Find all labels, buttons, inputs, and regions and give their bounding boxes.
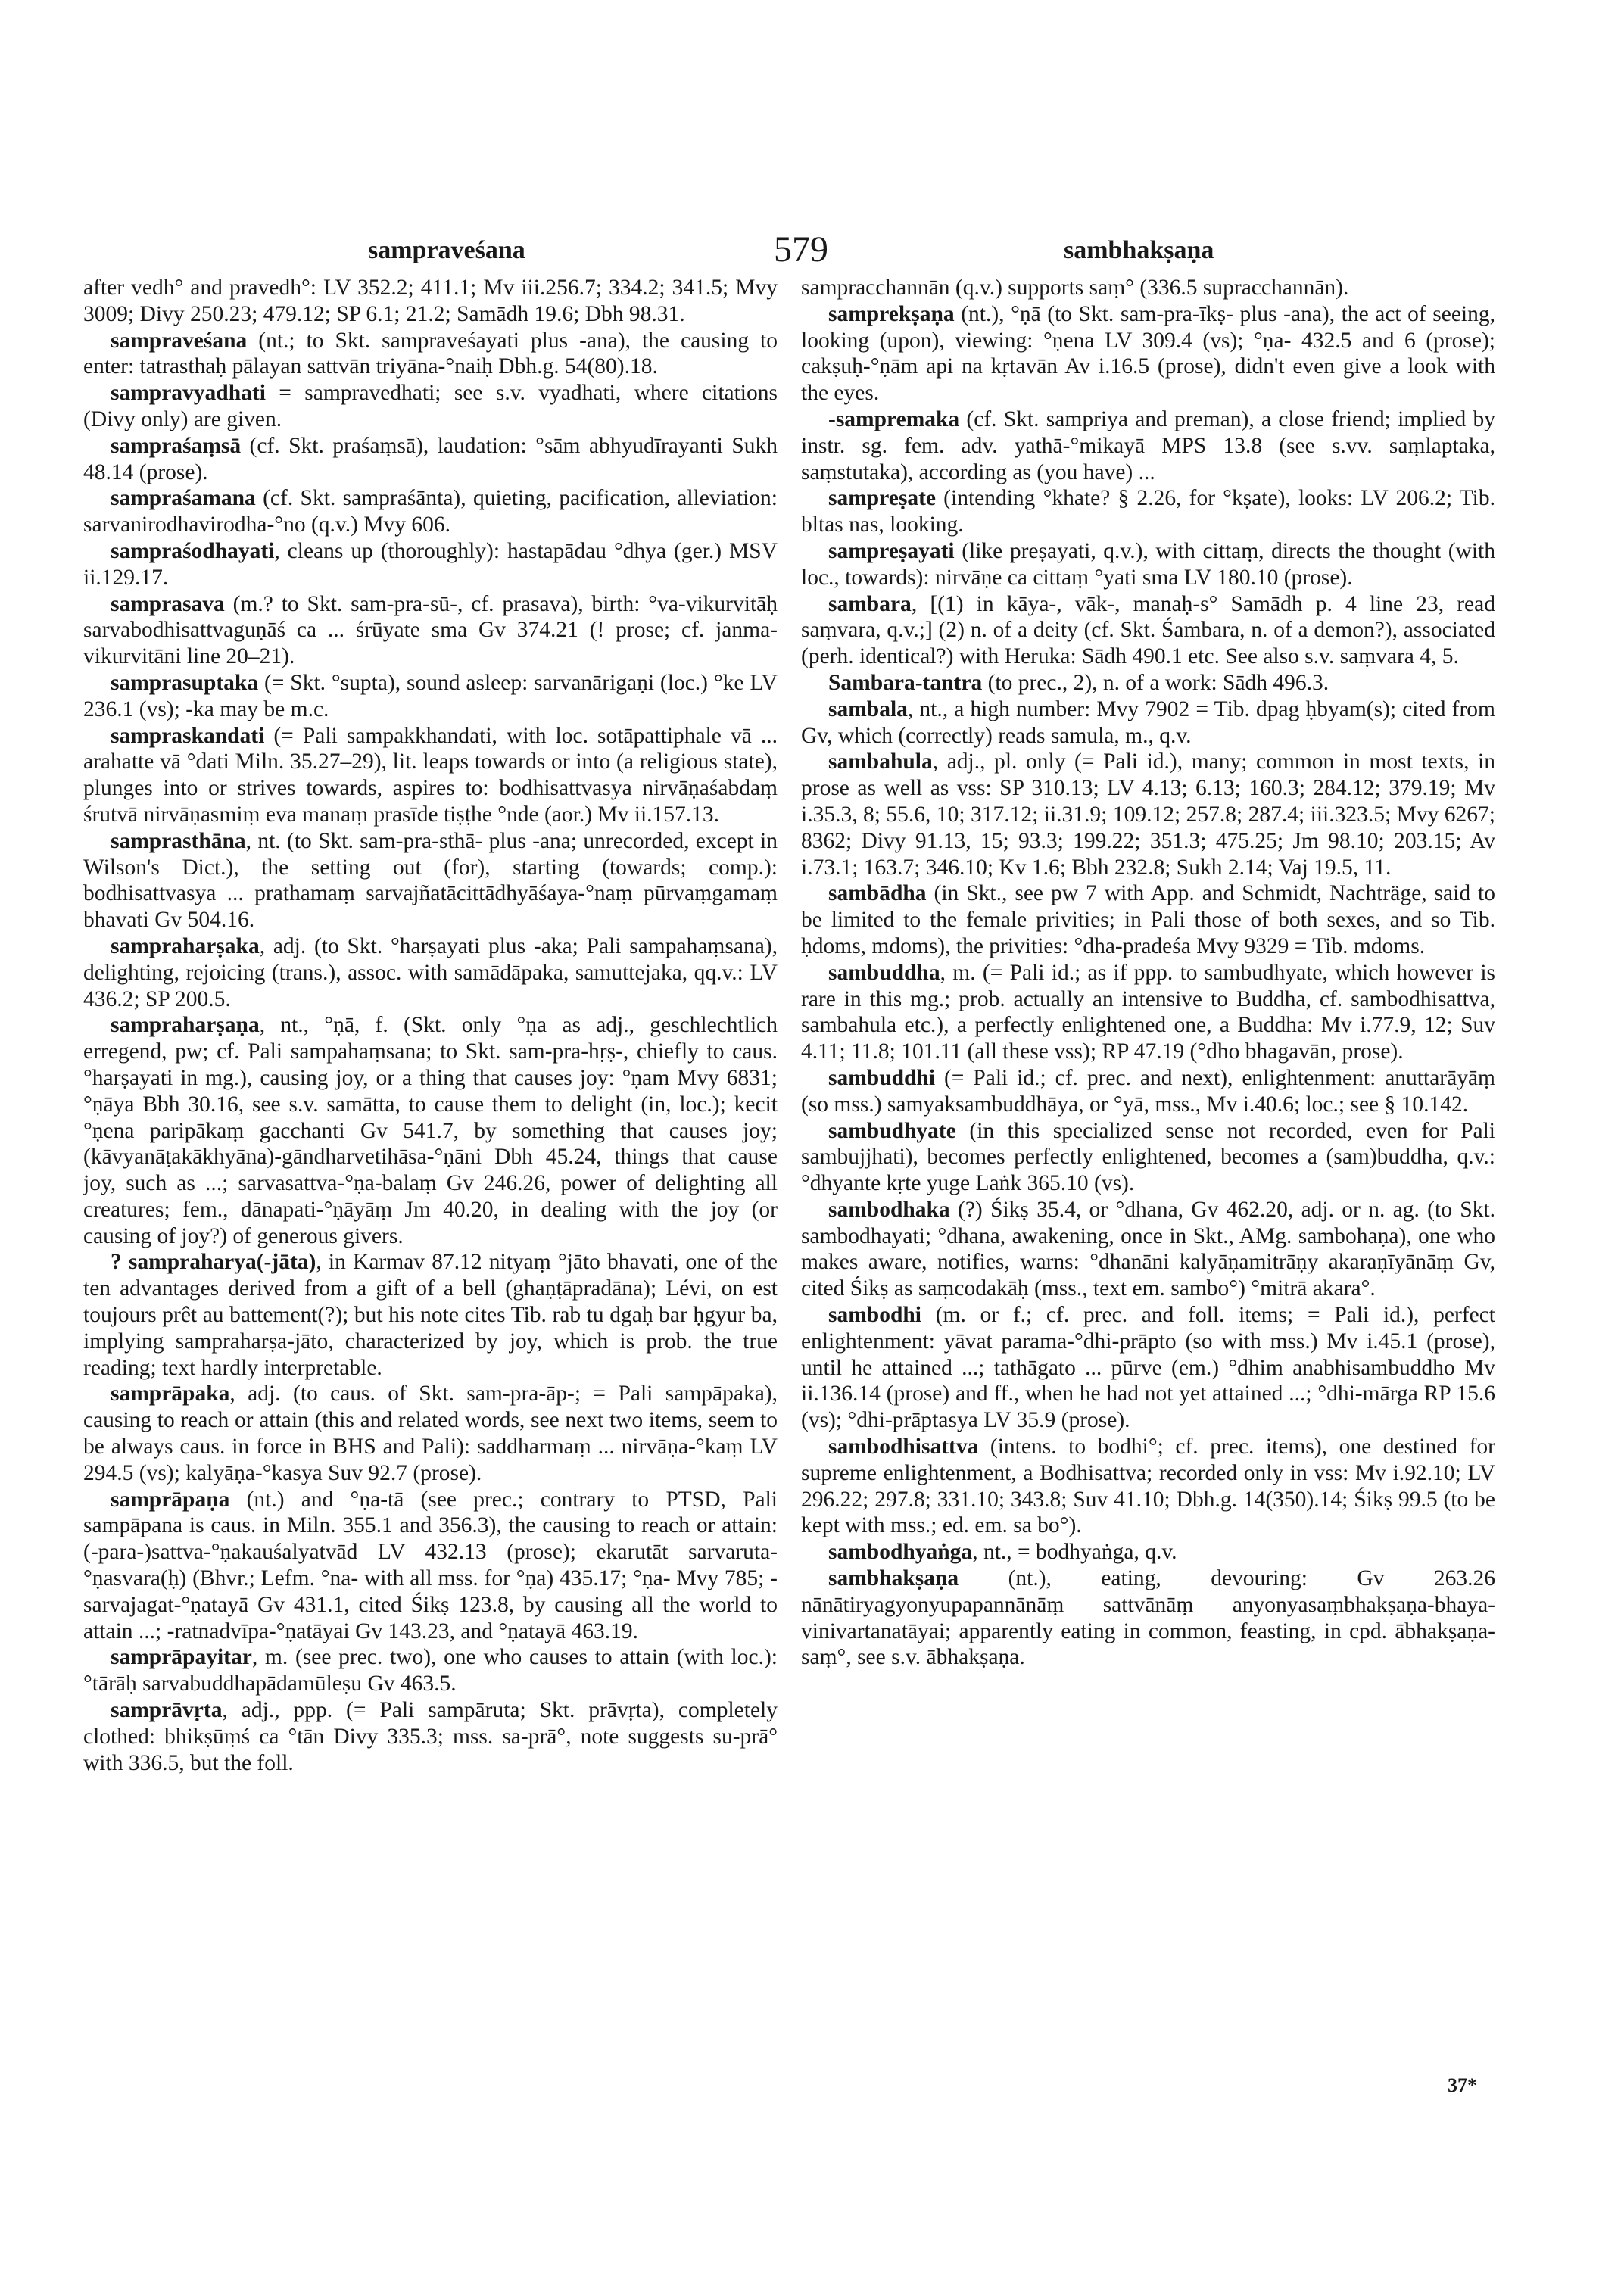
entry-text: , nt., °ṇā, f. (Skt. only °ṇa as adj., geschlechtlich erregend, pw; cf. Pali sampahaṃsana; to Skt. sam-pra-hṛṣ-, chiefly to caus. °harṣayati in mg.), causing joy, or a thing that causes joy: °ṇam Mvy 6831; °ṇāya Bbh 30.16, see s.v. samātta, to cause them to delight (in, loc.); kecit °ṇena paripākaṃ gacchanti Gv 541.7, by something that causes joy; (kāvyanāṭakākhyāna)-gāndharvetihāsa-°ṇāni Dbh 45.24, things that cause joy, such as ...; sarvasattva-°ṇa-balaṃ Gv 246.26, power of delighting all creatures; fem., dānapati-°ṇāyāṃ Jm 40.20, in dealing with the joy (or causing of joy?) of generous givers. bbox=[83, 1013, 778, 1248]
entry-text: , adj., ppp. (= Pali sampāruta; Skt. prāvṛta), completely clothed: bhikṣūṃś ca °tān Divy 335.3; mss. sa-prā°, note suggests su-prā° with 336.5, but the foll. bbox=[83, 1698, 778, 1775]
running-head-left: sampraveśana bbox=[368, 236, 525, 264]
signature-mark: 37* bbox=[1448, 2074, 1477, 2096]
entry-headword: sambala bbox=[828, 696, 908, 721]
entry-text: = sampravedhati; see s.v. vyadhati, where citations (Divy only) are given. bbox=[83, 381, 778, 431]
entry-text: , adj. (to caus. of Skt. sam-pra-āp-; = Pali sampāpaka), causing to reach or attain (this and related words, see next two items, seem to be always caus. in force in BHS and Pali): saddharmaṃ ... nirvāṇa-°kaṃ LV 294.5 (vs); kalyāṇa-°kasya Suv 92.7 (prose). bbox=[83, 1382, 778, 1485]
running-head-right: sambhakṣaṇa bbox=[1064, 236, 1214, 264]
entry-text: , m. (= Pali id.; as if ppp. to sambudhyate, which however is rare in this mg.; prob. actually an intensive to Buddha, cf. sambodhisattva, sambahula etc.), a perfectly enlightened one, a Buddha: Mv i.77.9, 12; Suv 4.11; 11.8; 101.11 (all these vss); RP 47.19 (°dho bhagavān, prose). bbox=[801, 960, 1495, 1064]
entry-headword: sambudhyate bbox=[828, 1118, 956, 1143]
dictionary-entry bbox=[801, 696, 1495, 749]
entry-text: , [(1) in kāya-, vāk-, manaḥ-s° Samādh p. 4 line 23, read saṃvara, q.v.;] (2) n. of a deity (cf. Skt. Śambara, n. of a demon?), associated (perh. identical?) with Heruka: Sādh 490.1 etc. See also s.v. saṃvara 4, 5. bbox=[801, 591, 1495, 669]
entry-headword: sampraskandati bbox=[111, 723, 265, 748]
entry-text: , cleans up (thoroughly): hastapādau °dhya (ger.) MSV ii.129.17. bbox=[83, 538, 778, 590]
dictionary-entry bbox=[83, 380, 778, 433]
dictionary-entry bbox=[83, 485, 778, 538]
dictionary-entry bbox=[83, 1644, 778, 1697]
entry-text: (= Pali sampakkhandati, with loc. sotāpattiphale vā ... arahatte vā °dati Miln. 35.27–29), lit. leaps towards or into (a religious state), plunges into or strives towards, aspires to: bodhisattvasya nirvāṇaśabdaṃ śrutvā nirvāṇasmiṃ eva manaṃ prasīde tiṣṭhe °nde (aor.) Mv ii.157.13. bbox=[83, 723, 778, 827]
dictionary-entry bbox=[83, 275, 778, 328]
entry-text: (like preṣayati, q.v.), with cittaṃ, directs the thought (with loc., towards): nirvāṇe ca cittaṃ °yati sma LV 180.10 (prose). bbox=[801, 538, 1495, 590]
dictionary-entry bbox=[83, 1012, 778, 1249]
entry-text: , in Karmav 87.12 nityaṃ °jāto bhavati, one of the ten advantages derived from a gift of a bell (ghaṇṭāpradāna); Lévi, on est toujours prêt au battement(?); but his note cites Tib. rab tu dgaḥ bar ḥgyur ba, implying sampraharṣa-jāto, characterized by joy, which is prob. the true reading; text hardly interpretable. bbox=[83, 1250, 778, 1380]
entry-text: (intending °khate? § 2.26, for °kṣate), looks: LV 206.2; Tib. bltas nas, looking. bbox=[801, 486, 1495, 537]
left-column bbox=[83, 275, 778, 1776]
entry-text: (in this specialized sense not recorded, even for Pali sambujjhati), becomes perfectly enlightened, becomes a (sam)buddha, q.v.: °dhyante kṛte yuge Laṅk 365.10 (vs). bbox=[801, 1118, 1495, 1196]
dictionary-entry bbox=[83, 1249, 778, 1381]
entry-headword: sampravyadhati bbox=[111, 381, 266, 406]
dictionary-entry bbox=[801, 670, 1495, 696]
dictionary-entry bbox=[83, 328, 778, 381]
dictionary-entry bbox=[83, 433, 778, 486]
entry-text: , nt., a high number: Mvy 7902 = Tib. dpag ḥbyam(s); cited from Gv, which (correctly) reads samula, m., q.v. bbox=[801, 696, 1495, 748]
entry-text: (intens. to bodhi°; cf. prec. items), one destined for supreme enlightenment, a Bodhisattva; recorded only in vss: Mv i.92.10; LV 296.22; 297.8; 331.10; 343.8; Suv 41.10; Dbh.g. 14(350).14; Śikṣ 99.5 (to be kept with mss.; ed. em. sa bo°). bbox=[801, 1435, 1495, 1538]
dictionary-entry bbox=[83, 591, 778, 670]
dictionary-entry bbox=[801, 538, 1495, 591]
entry-text: (to prec., 2), n. of a work: Sādh 496.3. bbox=[982, 670, 1329, 695]
entry-text: , adj., pl. only (= Pali id.), many; common in most texts, in prose as well as vss: SP 310.13; LV 4.13; 6.13; 160.3; 284.12; 379.19; Mv i.35.3, 8; 55.6, 10; 317.12; ii.31.9; 109.12; 257.8; 287.4; iii.323.5; Mvy 6267; 8362; Divy 91.13, 15; 93.3; 199.22; 351.3; 475.25; Jm 98.10; 203.15; Av i.73.1; 163.7; 346.10; Kv 1.6; Bbh 232.8; Sukh 2.14; Vaj 19.5, 11. bbox=[801, 749, 1495, 880]
dictionary-entry bbox=[83, 1381, 778, 1486]
entry-text: (m.? to Skt. sam-pra-sū-, cf. prasava), birth: °va-vikurvitāḥ sarvabodhisattvaguṇāś ca ... śrūyate sma Gv 374.21 (! prose; cf. janma-vikurvitāni line 20–21). bbox=[83, 591, 778, 669]
dictionary-entry bbox=[801, 275, 1495, 301]
dictionary-entry bbox=[801, 1539, 1495, 1566]
entry-text: , adj. (to Skt. °harṣayati plus -aka; Pali sampahaṃsana), delighting, rejoicing (trans.), assoc. with samādāpaka, samuttejaka, qq.v.: LV 436.2; SP 200.5. bbox=[83, 933, 778, 1011]
entry-headword: samprāpayitar bbox=[111, 1645, 252, 1670]
entry-headword: sampraśamana bbox=[111, 486, 256, 511]
entry-headword: Sambara-tantra bbox=[828, 670, 983, 695]
entry-headword: sambhakṣaṇa bbox=[828, 1566, 959, 1591]
dictionary-entry bbox=[83, 538, 778, 591]
entry-headword: sampraśodhayati bbox=[111, 538, 275, 563]
entry-text: (nt.; to Skt. sampraveśayati plus -ana), the causing to enter: tatrasthaḥ pālayan sattvān triyāna-°naiḥ Dbh.g. 54(80).18. bbox=[83, 328, 778, 379]
page-number: 579 bbox=[774, 229, 828, 269]
entry-text: , m. (see prec. two), one who causes to attain (with loc.): °tārāḥ sarvabuddhapādamūleṣu Gv 463.5. bbox=[83, 1645, 778, 1696]
entry-headword: sambodhyaṅga bbox=[828, 1540, 973, 1565]
dictionary-entry bbox=[83, 670, 778, 723]
dictionary-entry bbox=[801, 960, 1495, 1065]
dictionary-entry bbox=[801, 1434, 1495, 1539]
entry-headword: samprasava bbox=[111, 591, 225, 616]
entry-text: (nt.), °ṇā (to Skt. sam-pra-īkṣ- plus -ana), the act of seeing, looking (upon), viewing: °ṇena LV 309.4 (vs); °ṇa- 432.5 and 6 (prose); cakṣuḥ-°ṇām api na kṛtavān Av i.16.5 (prose), didn't even give a look with the eyes. bbox=[801, 301, 1495, 406]
entry-headword: sambādha bbox=[828, 881, 927, 906]
entry-headword: sampraharṣaṇa bbox=[111, 1013, 260, 1038]
entry-headword: sambuddha bbox=[828, 960, 940, 985]
entry-text: (cf. Skt. sampraśānta), quieting, pacification, alleviation: sarvanirodhavirodha-°no (q.v.) Mvy 606. bbox=[83, 486, 778, 537]
dictionary-entry bbox=[801, 301, 1495, 407]
entry-headword: sambodhi bbox=[828, 1303, 921, 1328]
dictionary-entry bbox=[83, 933, 778, 1012]
entry-headword: samprasuptaka bbox=[111, 670, 259, 695]
entry-text: , nt., = bodhyaṅga, q.v. bbox=[972, 1540, 1177, 1565]
dictionary-entry bbox=[83, 828, 778, 933]
dictionary-entry bbox=[801, 880, 1495, 959]
entry-text: (?) Śikṣ 35.4, or °dhana, Gv 462.20, adj. or n. ag. (to Skt. sambodhayati; °dhana, awakening, once in Skt., AMg. sambohaṇa), one who makes aware, notifies, warns: °dhanāni kalyāṇamitrāṇy akaraṇīyānāṃ Gv, cited Śikṣ as saṃcodakāḥ (mss., text em. sambo°) °mitrā akara°. bbox=[801, 1197, 1495, 1301]
entry-text: (cf. Skt. praśaṃsā), laudation: °sām abhyudīrayanti Sukh 48.14 (prose). bbox=[83, 433, 778, 484]
dictionary-entry bbox=[801, 591, 1495, 670]
entry-text: after vedh° and pravedh°: LV 352.2; 411.1; Mv iii.256.7; 334.2; 341.5; Mvy 3009; Divy 250.23; 479.12; SP 6.1; 21.2; Samādh 19.6; Dbh 98.31. bbox=[83, 276, 778, 326]
entry-text: (= Skt. °supta), sound asleep: sarvanārigaṇi (loc.) °ke LV 236.1 (vs); -ka may be m.c. bbox=[83, 670, 778, 721]
dictionary-entry bbox=[801, 1302, 1495, 1434]
entry-headword: sampraharṣaka bbox=[111, 933, 260, 958]
entry-headword: sampraveśana bbox=[111, 328, 248, 353]
entry-text: (in Skt., see pw 7 with App. and Schmidt, Nachträge, said to be limited to the female privities; in Pali those of both sexes, and so Tib. ḥdoms, mdoms), the privities: °dha-pradeśa Mvy 9329 = Tib. mdoms. bbox=[801, 881, 1495, 958]
entry-text: (= Pali id.; cf. prec. and next), enlightenment: anuttarāyāṃ (so mss.) samyaksambuddhāya, or °yā, mss., Mv i.40.6; loc.; see § 10.142. bbox=[801, 1065, 1495, 1117]
entry-headword: samprasthāna bbox=[111, 828, 246, 853]
entry-headword: ? sampraharya(-jāta) bbox=[111, 1250, 316, 1275]
entry-text: (nt.) and °ṇa-tā (see prec.; contrary to PTSD, Pali sampāpana is caus. in Miln. 355.1 and 356.3), the causing to reach or attain: (-para-)sattva-°ṇakauśalyatvād LV 432.13 (prose); ekarutāt sarvaruta-°ṇasvara(ḥ) (Bhvr.; Lefm. °na- with all mss. for °ṇa) 435.17; °ṇa- Mvy 785; -sarvajagat-°ṇatayā Gv 431.1, cited Śikṣ 123.8, by causing all the world to attain ...; -ratnadvīpa-°ṇatāyai Gv 143.23, and °ṇatayā 463.19. bbox=[83, 1487, 778, 1643]
entry-headword: -sampremaka bbox=[828, 407, 960, 431]
entry-headword: sampreṣate bbox=[828, 486, 937, 511]
entry-headword: samprekṣaṇa bbox=[828, 301, 955, 326]
dictionary-entry bbox=[801, 1197, 1495, 1302]
entry-text: (cf. Skt. sampriya and preman), a close friend; implied by instr. sg. fem. adv. yathā-°mikayā MPS 13.8 (see s.vv. saṃlaptaka, saṃstutaka), according as (you have) ... bbox=[801, 407, 1495, 484]
dictionary-entry bbox=[801, 749, 1495, 880]
entry-headword: sambara bbox=[828, 591, 912, 616]
dictionary-entry bbox=[83, 723, 778, 828]
entry-text: (m. or f.; cf. prec. and foll. items; = Pali id.), perfect enlightenment: yāvat parama-°dhi-prāpto (so with mss.) Mv i.45.1 (prose), until he attained ...; tathāgato ... pūrve (em.) °dhim anabhisambuddho Mv ii.136.14 (prose) and ff., when he had not yet attained ...; °dhi-mārga RP 15.6 (vs); °dhi-prāptasya LV 35.9 (prose). bbox=[801, 1303, 1495, 1433]
dictionary-entry bbox=[801, 1118, 1495, 1197]
entry-headword: samprāpaka bbox=[111, 1382, 230, 1407]
dictionary-entry bbox=[801, 407, 1495, 485]
dictionary-entry bbox=[801, 1065, 1495, 1118]
right-column bbox=[801, 275, 1495, 1671]
entry-headword: sampreṣayati bbox=[828, 538, 955, 563]
entry-headword: sambodhisattva bbox=[828, 1435, 979, 1460]
dictionary-entry bbox=[801, 485, 1495, 538]
entry-headword: sambuddhi bbox=[828, 1065, 936, 1090]
entry-headword: sambodhaka bbox=[828, 1197, 950, 1222]
entry-headword: samprāvṛta bbox=[111, 1698, 223, 1723]
entry-headword: samprāpaṇa bbox=[111, 1487, 230, 1512]
entry-headword: sampraśaṃsā bbox=[111, 433, 242, 458]
dictionary-entry bbox=[801, 1566, 1495, 1671]
dictionary-entry bbox=[83, 1487, 778, 1645]
entry-text: (nt.), eating, devouring: Gv 263.26 nānātiryagyonyupapannānāṃ sattvānāṃ anyonyasaṃbhakṣaṇa-bhaya-vinivartanatāyai; apparently eating in common, feasting, in cpd. ābhakṣaṇa-saṃ°, see s.v. ābhakṣaṇa. bbox=[801, 1566, 1495, 1670]
entry-text: , nt. (to Skt. sam-pra-sthā- plus -ana; unrecorded, except in Wilson's Dict.), the setting out (for), starting (towards; comp.): bodhisattvasya ... prathamaṃ sarvajñatācittādhyāśaya-°naṃ pūrvaṃgamaṃ bhavati Gv 504.16. bbox=[83, 828, 778, 933]
entry-text: sampracchannān (q.v.) supports saṃ° (336.5 supracchannān). bbox=[801, 276, 1349, 300]
entry-headword: sambahula bbox=[828, 749, 933, 774]
dictionary-entry bbox=[83, 1697, 778, 1776]
